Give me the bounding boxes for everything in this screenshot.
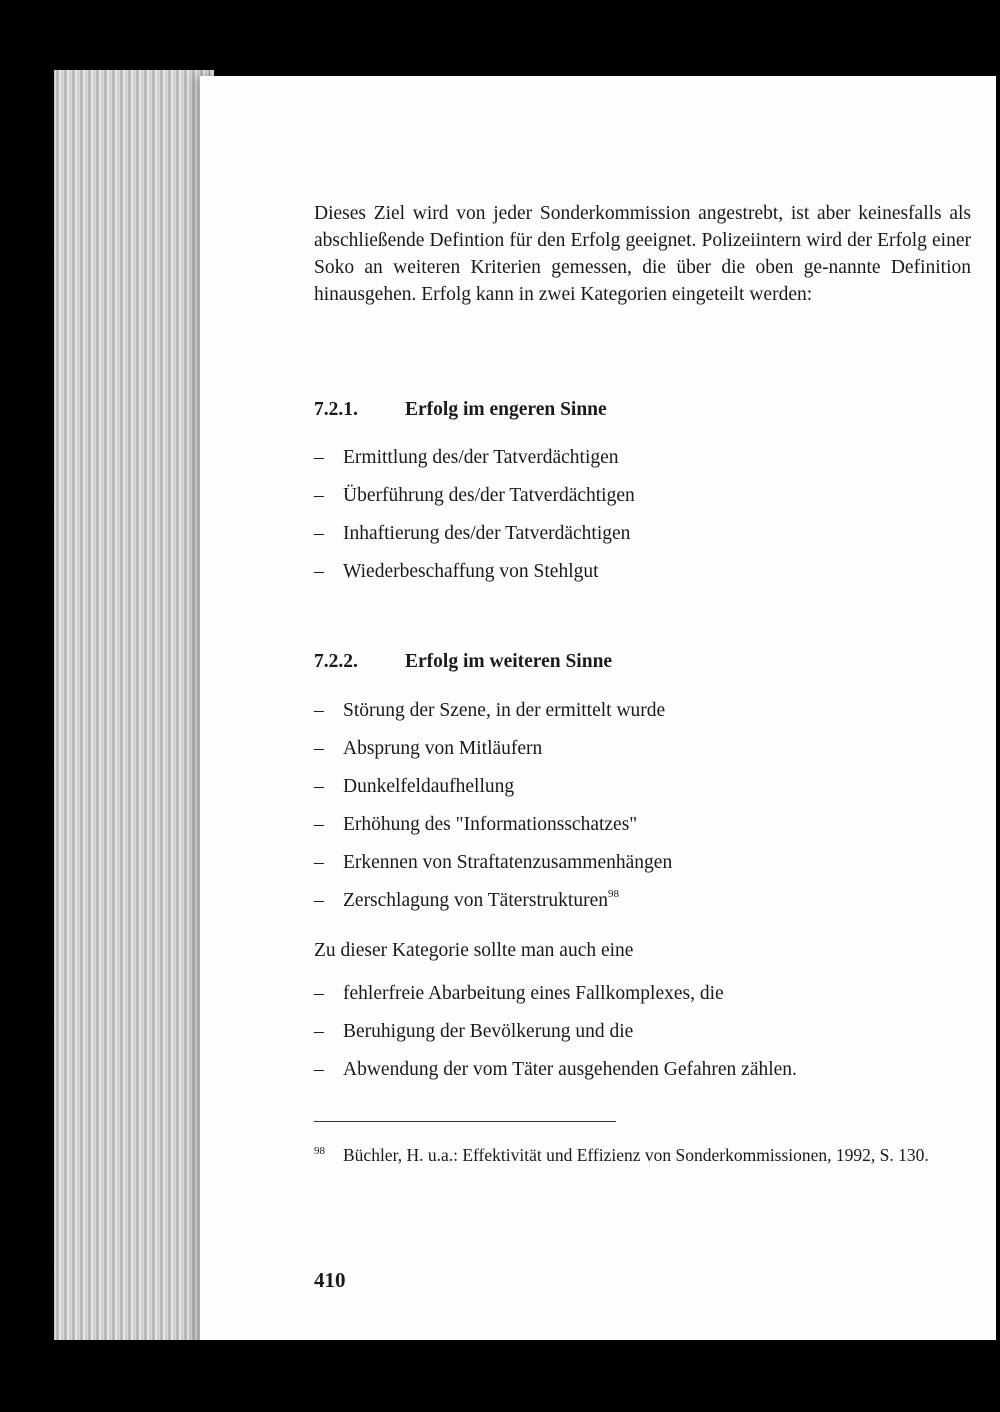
footnote-divider bbox=[314, 1121, 616, 1122]
list-engeren-sinne bbox=[314, 444, 635, 596]
list-item-text: Wiederbeschaffung von Stehlgut bbox=[343, 561, 599, 582]
list-item-text: Inhaftierung des/der Tatverdächtigen bbox=[343, 523, 631, 544]
section-title: Erfolg im engeren Sinne bbox=[405, 399, 607, 420]
list-item-text: Ermittlung des/der Tatverdächtigen bbox=[343, 447, 619, 468]
list-dash: – bbox=[314, 738, 324, 759]
section-number: 7.2.1. bbox=[314, 399, 358, 420]
list-item-text: Absprung von Mitläufern bbox=[343, 738, 543, 759]
section-heading-7-2-2 bbox=[314, 648, 612, 675]
list-dash: – bbox=[314, 447, 324, 468]
list-dash: – bbox=[314, 814, 324, 835]
footnote-reference: 98 bbox=[607, 888, 619, 900]
list-item bbox=[314, 1056, 797, 1094]
list-item-text: Zerschlagung von Täterstrukturen bbox=[343, 890, 608, 911]
list-dash: – bbox=[314, 561, 324, 582]
list-dash: – bbox=[314, 523, 324, 544]
list-item-text: fehlerfreie Abarbeitung eines Fallkomplexes, die bbox=[343, 983, 724, 1004]
list-item bbox=[314, 887, 672, 925]
list-item bbox=[314, 482, 635, 520]
list-category bbox=[314, 980, 797, 1094]
list-item-text: Abwendung der vom Täter ausgehenden Gefahren zählen. bbox=[343, 1059, 797, 1080]
footnote bbox=[314, 1142, 971, 1168]
section-heading-7-2-1 bbox=[314, 396, 607, 423]
list-item bbox=[314, 849, 672, 887]
list-item-text: Beruhigung der Bevölkerung und die bbox=[343, 1021, 634, 1042]
footnote-text: Büchler, H. u.a.: Effektivität und Effizienz von Sonderkommissionen, 1992, S. 130. bbox=[343, 1145, 929, 1165]
list-weiteren-sinne bbox=[314, 697, 672, 925]
category-intro: Zu dieser Kategorie sollte man auch eine bbox=[314, 940, 634, 961]
list-item bbox=[314, 444, 635, 482]
list-dash: – bbox=[314, 1059, 324, 1080]
list-item bbox=[314, 773, 672, 811]
page-number: 410 bbox=[314, 1268, 346, 1292]
list-item bbox=[314, 520, 635, 558]
list-dash: – bbox=[314, 700, 324, 721]
list-dash: – bbox=[314, 776, 324, 797]
list-item bbox=[314, 697, 672, 735]
list-dash: – bbox=[314, 1021, 324, 1042]
page-edge-stack bbox=[54, 70, 214, 640]
page-content bbox=[314, 200, 971, 1292]
list-dash: – bbox=[314, 485, 324, 506]
intro-paragraph: Dieses Ziel wird von jeder Sonderkommission angestrebt, ist aber keinesfalls als abschließende Defintion für den Erfolg geeignet. Polizeiintern wird der Erfolg einer Soko an weiteren Kriterien gemessen, die über die oben ge-nannte Definition hinausgehen. Erfolg kann in zwei Kategorien eingeteilt werden: bbox=[314, 203, 971, 305]
list-item-text: Erkennen von Straftatenzusammenhängen bbox=[343, 852, 673, 873]
list-item-text: Dunkelfeldaufhellung bbox=[343, 776, 515, 797]
list-item bbox=[314, 735, 672, 773]
list-dash: – bbox=[314, 890, 324, 911]
list-item-text: Erhöhung des "Informationsschatzes" bbox=[343, 814, 638, 835]
scan-border-bottom bbox=[0, 1340, 1000, 1412]
page-edge-stack-lower bbox=[54, 640, 214, 1412]
list-item-text: Störung der Szene, in der ermittelt wurde bbox=[343, 700, 666, 721]
footnote-mark: 98 bbox=[314, 1145, 325, 1157]
section-title: Erfolg im weiteren Sinne bbox=[405, 651, 613, 672]
list-item bbox=[314, 1018, 797, 1056]
list-item bbox=[314, 811, 672, 849]
section-number: 7.2.2. bbox=[314, 651, 358, 672]
list-dash: – bbox=[314, 983, 324, 1004]
list-item bbox=[314, 558, 635, 596]
list-item bbox=[314, 980, 797, 1018]
list-dash: – bbox=[314, 852, 324, 873]
list-item-text: Überführung des/der Tatverdächtigen bbox=[343, 485, 635, 506]
